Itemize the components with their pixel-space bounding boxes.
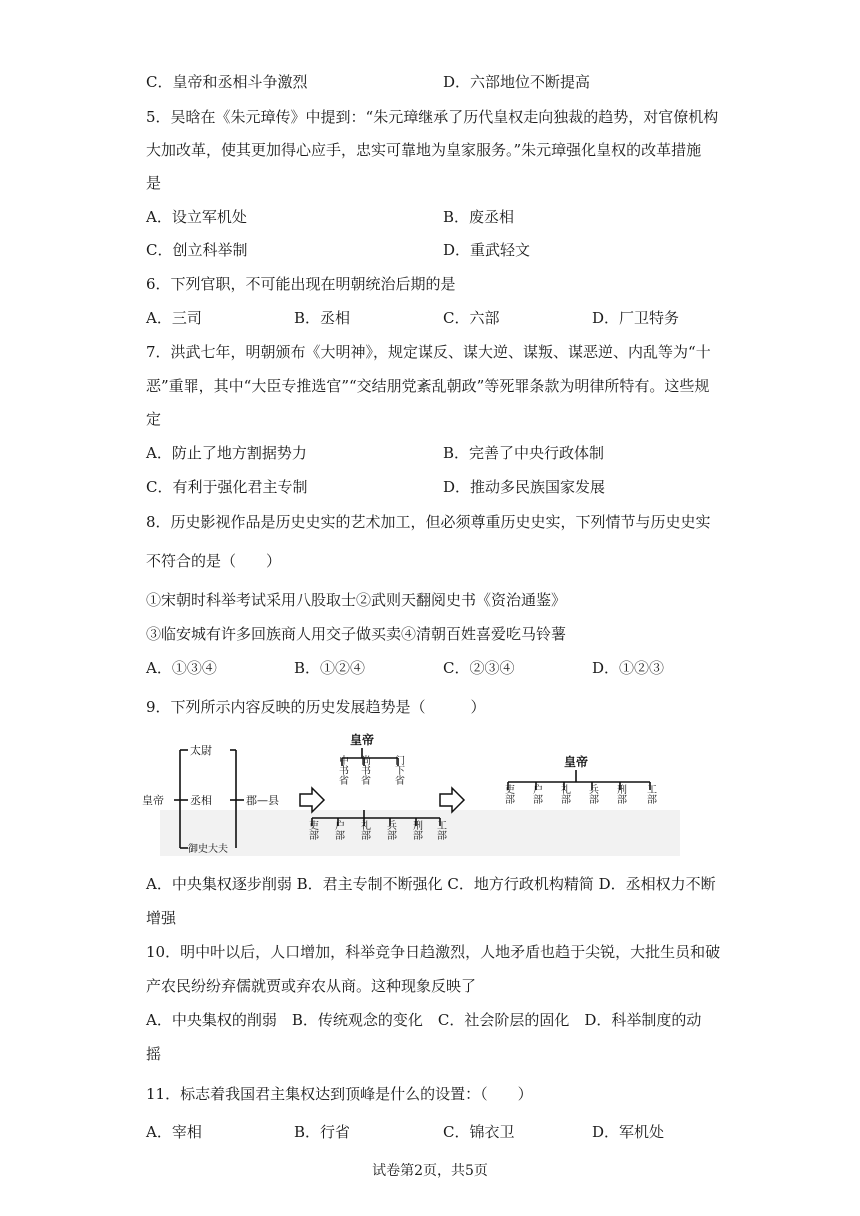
q6-option-c[interactable]: C．六部 — [443, 309, 500, 327]
q5-option-a[interactable]: A．设立军机处 — [146, 208, 247, 226]
d2-bu-3: 兵部 — [384, 820, 396, 840]
d1-emperor-label: 皇帝 — [142, 794, 164, 807]
d2-emperor-label: 皇帝 — [349, 733, 375, 747]
q4-options-row — [146, 72, 726, 92]
q5-stem-line-3: 是 — [146, 174, 162, 192]
q9-options-line-1[interactable]: A．中央集权逐步削弱 B．君主专制不断强化 C．地方行政机构精简 D．丞相权力不断 — [146, 875, 716, 893]
q5-stem-line-2: 大加改革，使其更加得心应手，忠实可靠地为皇家服务。”朱元璋强化皇权的改革措施 — [146, 141, 702, 159]
q5-options-row-1 — [146, 207, 726, 227]
page-footer: 试卷第2页，共5页 — [372, 1163, 488, 1179]
q8-options-row — [146, 658, 726, 678]
d2-zhongshu-label: 中书省 — [336, 755, 348, 785]
q10-options-line-1[interactable]: A．中央集权的削弱 B．传统观念的变化 C．社会阶层的固化 D．科举制度的动 — [146, 1011, 702, 1029]
q7-option-d[interactable]: D．推动多民族国家发展 — [443, 478, 606, 496]
q8-option-c[interactable]: C．②③④ — [443, 659, 515, 677]
q4-option-c[interactable]: C．皇帝和丞相斗争激烈 — [146, 73, 308, 91]
q5-option-d[interactable]: D．重武轻文 — [443, 241, 531, 259]
q9-options-line-2: 增强 — [146, 909, 177, 927]
q11-option-a[interactable]: A．宰相 — [146, 1123, 202, 1141]
d3-bu-2: 礼部 — [558, 784, 570, 804]
d2-bu-5: 工部 — [434, 820, 446, 840]
q6-options-row — [146, 308, 726, 328]
q5-options-row-2 — [146, 240, 726, 260]
q10-options-line-2: 摇 — [146, 1045, 162, 1063]
q8-option-b[interactable]: B．①②④ — [294, 659, 366, 677]
q4-option-d[interactable]: D．六部地位不断提高 — [443, 73, 591, 91]
q6-stem: 6．下列官职，不可能出现在明朝统治后期的是 — [146, 275, 456, 293]
q8-items-line-2: ③临安城有许多回族商人用交子做买卖④清朝百姓喜爱吃马铃薯 — [146, 625, 567, 643]
d1-yushi-label: 御史大夫 — [188, 844, 228, 855]
q5-option-b[interactable]: B．废丞相 — [443, 208, 515, 226]
q5-stem-line-1: 5．吴晗在《朱元璋传》中提到：“朱元璋继承了历代皇权走向独裁的趋势，对官僚机构 — [146, 108, 719, 126]
q7-options-row-1 — [146, 443, 726, 463]
d1-taiwei-label: 太尉 — [190, 744, 212, 757]
d3-bu-3: 兵部 — [586, 784, 598, 804]
q7-options-row-2 — [146, 477, 726, 497]
q8-items-line-1: ①宋朝时科举考试采用八股取士②武则天翻阅史书《资治通鉴》 — [146, 591, 567, 609]
d2-menxia-label: 门下省 — [392, 755, 404, 785]
q6-option-d[interactable]: D．厂卫特务 — [592, 309, 680, 327]
d1-chengxiang-label: 丞相 — [190, 794, 212, 807]
q10-stem-line-2: 产农民纷纷弃儒就贾或弃农从商。这种现象反映了 — [146, 977, 477, 995]
q7-option-b[interactable]: B．完善了中央行政体制 — [443, 444, 605, 462]
d3-bu-1: 户部 — [530, 784, 542, 804]
q10-stem-line-1: 10．明中叶以后，人口增加，科举竞争日趋激烈，人地矛盾也趋于尖锐，大批生员和破 — [146, 943, 721, 961]
q8-option-d[interactable]: D．①②③ — [592, 659, 665, 677]
d2-bu-1: 户部 — [332, 820, 344, 840]
d2-shangshu-label: 尚书省 — [358, 755, 370, 785]
q11-option-c[interactable]: C．锦衣卫 — [443, 1123, 515, 1141]
q5-option-c[interactable]: C．创立科举制 — [146, 241, 248, 259]
q8-stem-line-2: 不符合的是（ ） — [146, 552, 282, 570]
d1-jun-xian-label: 郡—县 — [246, 794, 279, 807]
q7-stem-line-3: 定 — [146, 410, 162, 428]
q11-option-b[interactable]: B．行省 — [294, 1123, 351, 1141]
d3-bu-5: 工部 — [644, 784, 656, 804]
q7-stem-line-2: 恶”重罪，其中“大臣专推选官”“交结朋党紊乱朝政”等死罪条款为明律所特有。这些规 — [146, 377, 710, 395]
q6-option-a[interactable]: A．三司 — [146, 309, 202, 327]
d3-bu-0: 吏部 — [502, 784, 514, 804]
d3-emperor-label: 皇帝 — [563, 755, 589, 769]
q6-option-b[interactable]: B．丞相 — [294, 309, 351, 327]
d2-bu-4: 刑部 — [410, 820, 422, 840]
q7-stem-line-1: 7．洪武七年，明朝颁布《大明神》，规定谋反、谋大逆、谋叛、谋恶逆、内乱等为“十 — [146, 343, 711, 361]
q11-stem: 11．标志着我国君主集权达到顶峰是什么的设置：（ ） — [146, 1085, 533, 1103]
d3-bu-4: 刑部 — [614, 784, 626, 804]
q7-option-c[interactable]: C．有利于强化君主专制 — [146, 478, 308, 496]
d2-bu-0: 吏部 — [306, 820, 318, 840]
d2-bu-2: 礼部 — [358, 820, 370, 840]
q7-option-a[interactable]: A．防止了地方割据势力 — [146, 444, 307, 462]
q9-stem: 9．下列所示内容反映的历史发展趋势是（ ） — [146, 698, 486, 716]
q8-option-a[interactable]: A．①③④ — [146, 659, 217, 677]
q9-figure-diagram — [140, 730, 700, 862]
q11-options-row — [146, 1122, 726, 1142]
q11-option-d[interactable]: D．军机处 — [592, 1123, 665, 1141]
q8-stem-line-1: 8．历史影视作品是历史史实的艺术加工，但必须尊重历史史实，下列情节与历史史实 — [146, 513, 711, 531]
